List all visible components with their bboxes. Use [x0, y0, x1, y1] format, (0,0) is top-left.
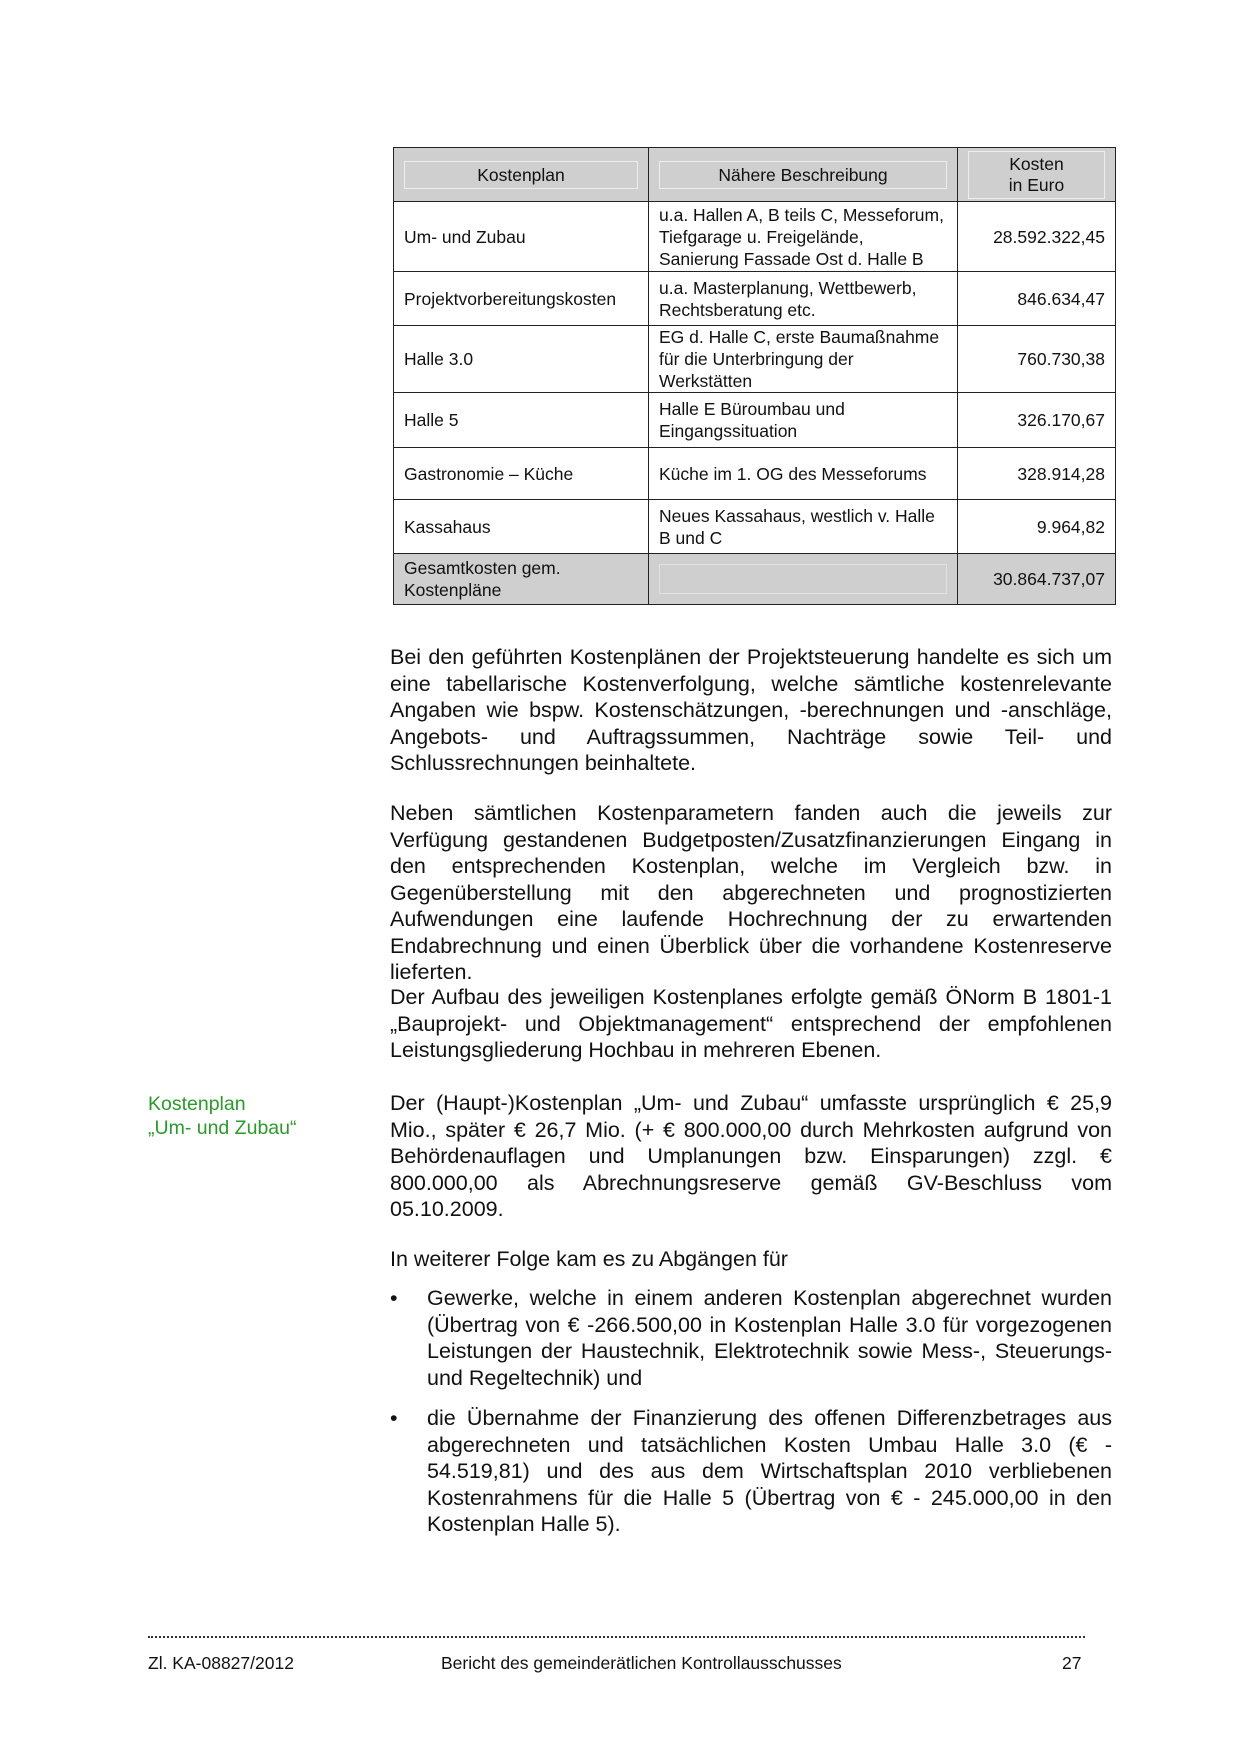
list-item — [390, 1285, 1112, 1391]
row-plan: Um- und Zubau — [394, 202, 649, 272]
cost-table — [393, 147, 1116, 605]
row-cost: 326.170,67 — [958, 393, 1116, 448]
total-desc-empty — [649, 554, 958, 605]
row-plan: Projektvorbereitungskosten — [394, 272, 649, 326]
row-cost: 9.964,82 — [958, 500, 1116, 554]
footer-divider — [148, 1636, 1085, 1638]
row-desc: Halle E Büroumbau und Eingangssituation — [649, 393, 958, 448]
row-desc: u.a. Hallen A, B teils C, Messeforum, Tiefgarage u. Freigelände, Sanierung Fassade Ost d. Halle B — [649, 202, 958, 272]
table-row — [394, 272, 1116, 326]
row-cost: 846.634,47 — [958, 272, 1116, 326]
row-desc: u.a. Masterplanung, Wettbewerb, Rechtsberatung etc. — [649, 272, 958, 326]
row-cost: 28.592.322,45 — [958, 202, 1116, 272]
row-desc: EG d. Halle C, erste Baumaßnahme für die Unterbringung der Werkstätten — [649, 326, 958, 393]
table-row — [394, 500, 1116, 554]
page-number: 27 — [1062, 1653, 1082, 1673]
bullet-icon: • — [390, 1406, 398, 1430]
list-item — [390, 1405, 1112, 1538]
header-kostenplan: Kostenplan — [404, 161, 638, 189]
row-plan: Halle 3.0 — [394, 326, 649, 393]
bullet-icon: • — [390, 1286, 398, 1310]
row-plan: Gastronomie – Küche — [394, 448, 649, 500]
header-cell — [649, 148, 958, 202]
paragraph-aufbau: Der Aufbau des jeweiligen Kostenplanes erfolgte gemäß ÖNorm B 1801-1 „Bauprojekt- und Objektmanagement“ entsprechend der empfohlenen Leistungsgliederung Hochbau in mehreren Ebenen. — [390, 985, 1112, 1062]
row-plan: Halle 5 — [394, 393, 649, 448]
list-item-text: die Übernahme der Finanzierung des offenen Differenzbetrages aus abgerechneten und tatsächlichen Kosten Umbau Halle 3.0 (€ - 54.519,81) und des aus dem Wirtschaftsplan 2010 verbliebenen Kostenrahmens für die Halle 5 (Übertrag von € - 245.000,00 in den Kostenplan Halle 5). — [427, 1406, 1112, 1536]
header-beschreibung: Nähere Beschreibung — [659, 161, 947, 189]
paragraph-hauptkostenplan: Der (Haupt-)Kostenplan „Um- und Zubau“ umfasste ursprünglich € 25,9 Mio., später € 26,7 Mio. (+ € 800.000,00 durch Mehrkosten aufgrund von Behördenauflagen und Umplanungen bzw. Einsparungen) zzgl. € 800.000,00 als Abrechnungsreserve gemäß GV-Beschluss vom 05.10.2009. — [390, 1091, 1112, 1221]
row-plan: Kassahaus — [394, 500, 649, 554]
table-row — [394, 326, 1116, 393]
footer-reference: Zl. KA-08827/2012 — [148, 1653, 294, 1673]
table-total-row — [394, 554, 1116, 605]
bullet-list — [390, 1285, 1112, 1538]
total-label: Gesamtkosten gem. Kostenpläne — [394, 554, 649, 605]
table-header-row — [394, 148, 1116, 202]
paragraph-kostenparameter: Neben sämtlichen Kostenparametern fanden auch die jeweils zur Verfügung gestandenen Budgetposten/Zusatzfinanzierungen Eingang in den entsprechenden Kostenplan, welche im Vergleich bzw. in Gegenüberstellung mit den abgerechneten und prognostizierten Aufwendungen eine laufende Hochrechnung der zu erwartenden Endabrechnung und einen Überblick über die vorhandene Kostenreserve lieferten. — [390, 801, 1112, 984]
row-desc: Küche im 1. OG des Messeforums — [649, 448, 958, 500]
paragraph-kostenverfolgung: Bei den geführten Kostenplänen der Projektsteuerung handelte es sich um eine tabellarische Kostenverfolgung, welche sämtliche kostenrelevante Angaben wie bspw. Kostenschätzungen, -berechnungen und -anschläge, Angebots- und Auftragssummen, Nachträge sowie Teil- und Schlussrechnungen beinhaltete. — [390, 645, 1112, 775]
total-cost: 30.864.737,07 — [958, 554, 1116, 605]
header-kosten: Kosten in Euro — [968, 151, 1105, 199]
header-cell — [394, 148, 649, 202]
blank-cell — [659, 564, 947, 594]
row-cost: 328.914,28 — [958, 448, 1116, 500]
side-label-line1: Kostenplan — [148, 1093, 246, 1115]
table-row — [394, 393, 1116, 448]
footer-title: Bericht des gemeinderätlichen Kontrollausschusses — [441, 1653, 842, 1673]
table-row — [394, 448, 1116, 500]
paragraph-abgaenge: In weiterer Folge kam es zu Abgängen für — [390, 1247, 788, 1271]
row-desc: Neues Kassahaus, westlich v. Halle B und C — [649, 500, 958, 554]
side-label-line2: „Um- und Zubau“ — [148, 1117, 297, 1139]
header-cell — [958, 148, 1116, 202]
side-label — [148, 1092, 348, 1140]
list-item-text: Gewerke, welche in einem anderen Kostenplan abgerechnet wurden (Übertrag von € -266.500,00 in Kostenplan Halle 3.0 für vorgezogenen Leistungen der Haustechnik, Elektrotechnik sowie Mess-, Steuerungs- und Regeltechnik) und — [427, 1286, 1112, 1390]
table-row — [394, 202, 1116, 272]
row-cost: 760.730,38 — [958, 326, 1116, 393]
